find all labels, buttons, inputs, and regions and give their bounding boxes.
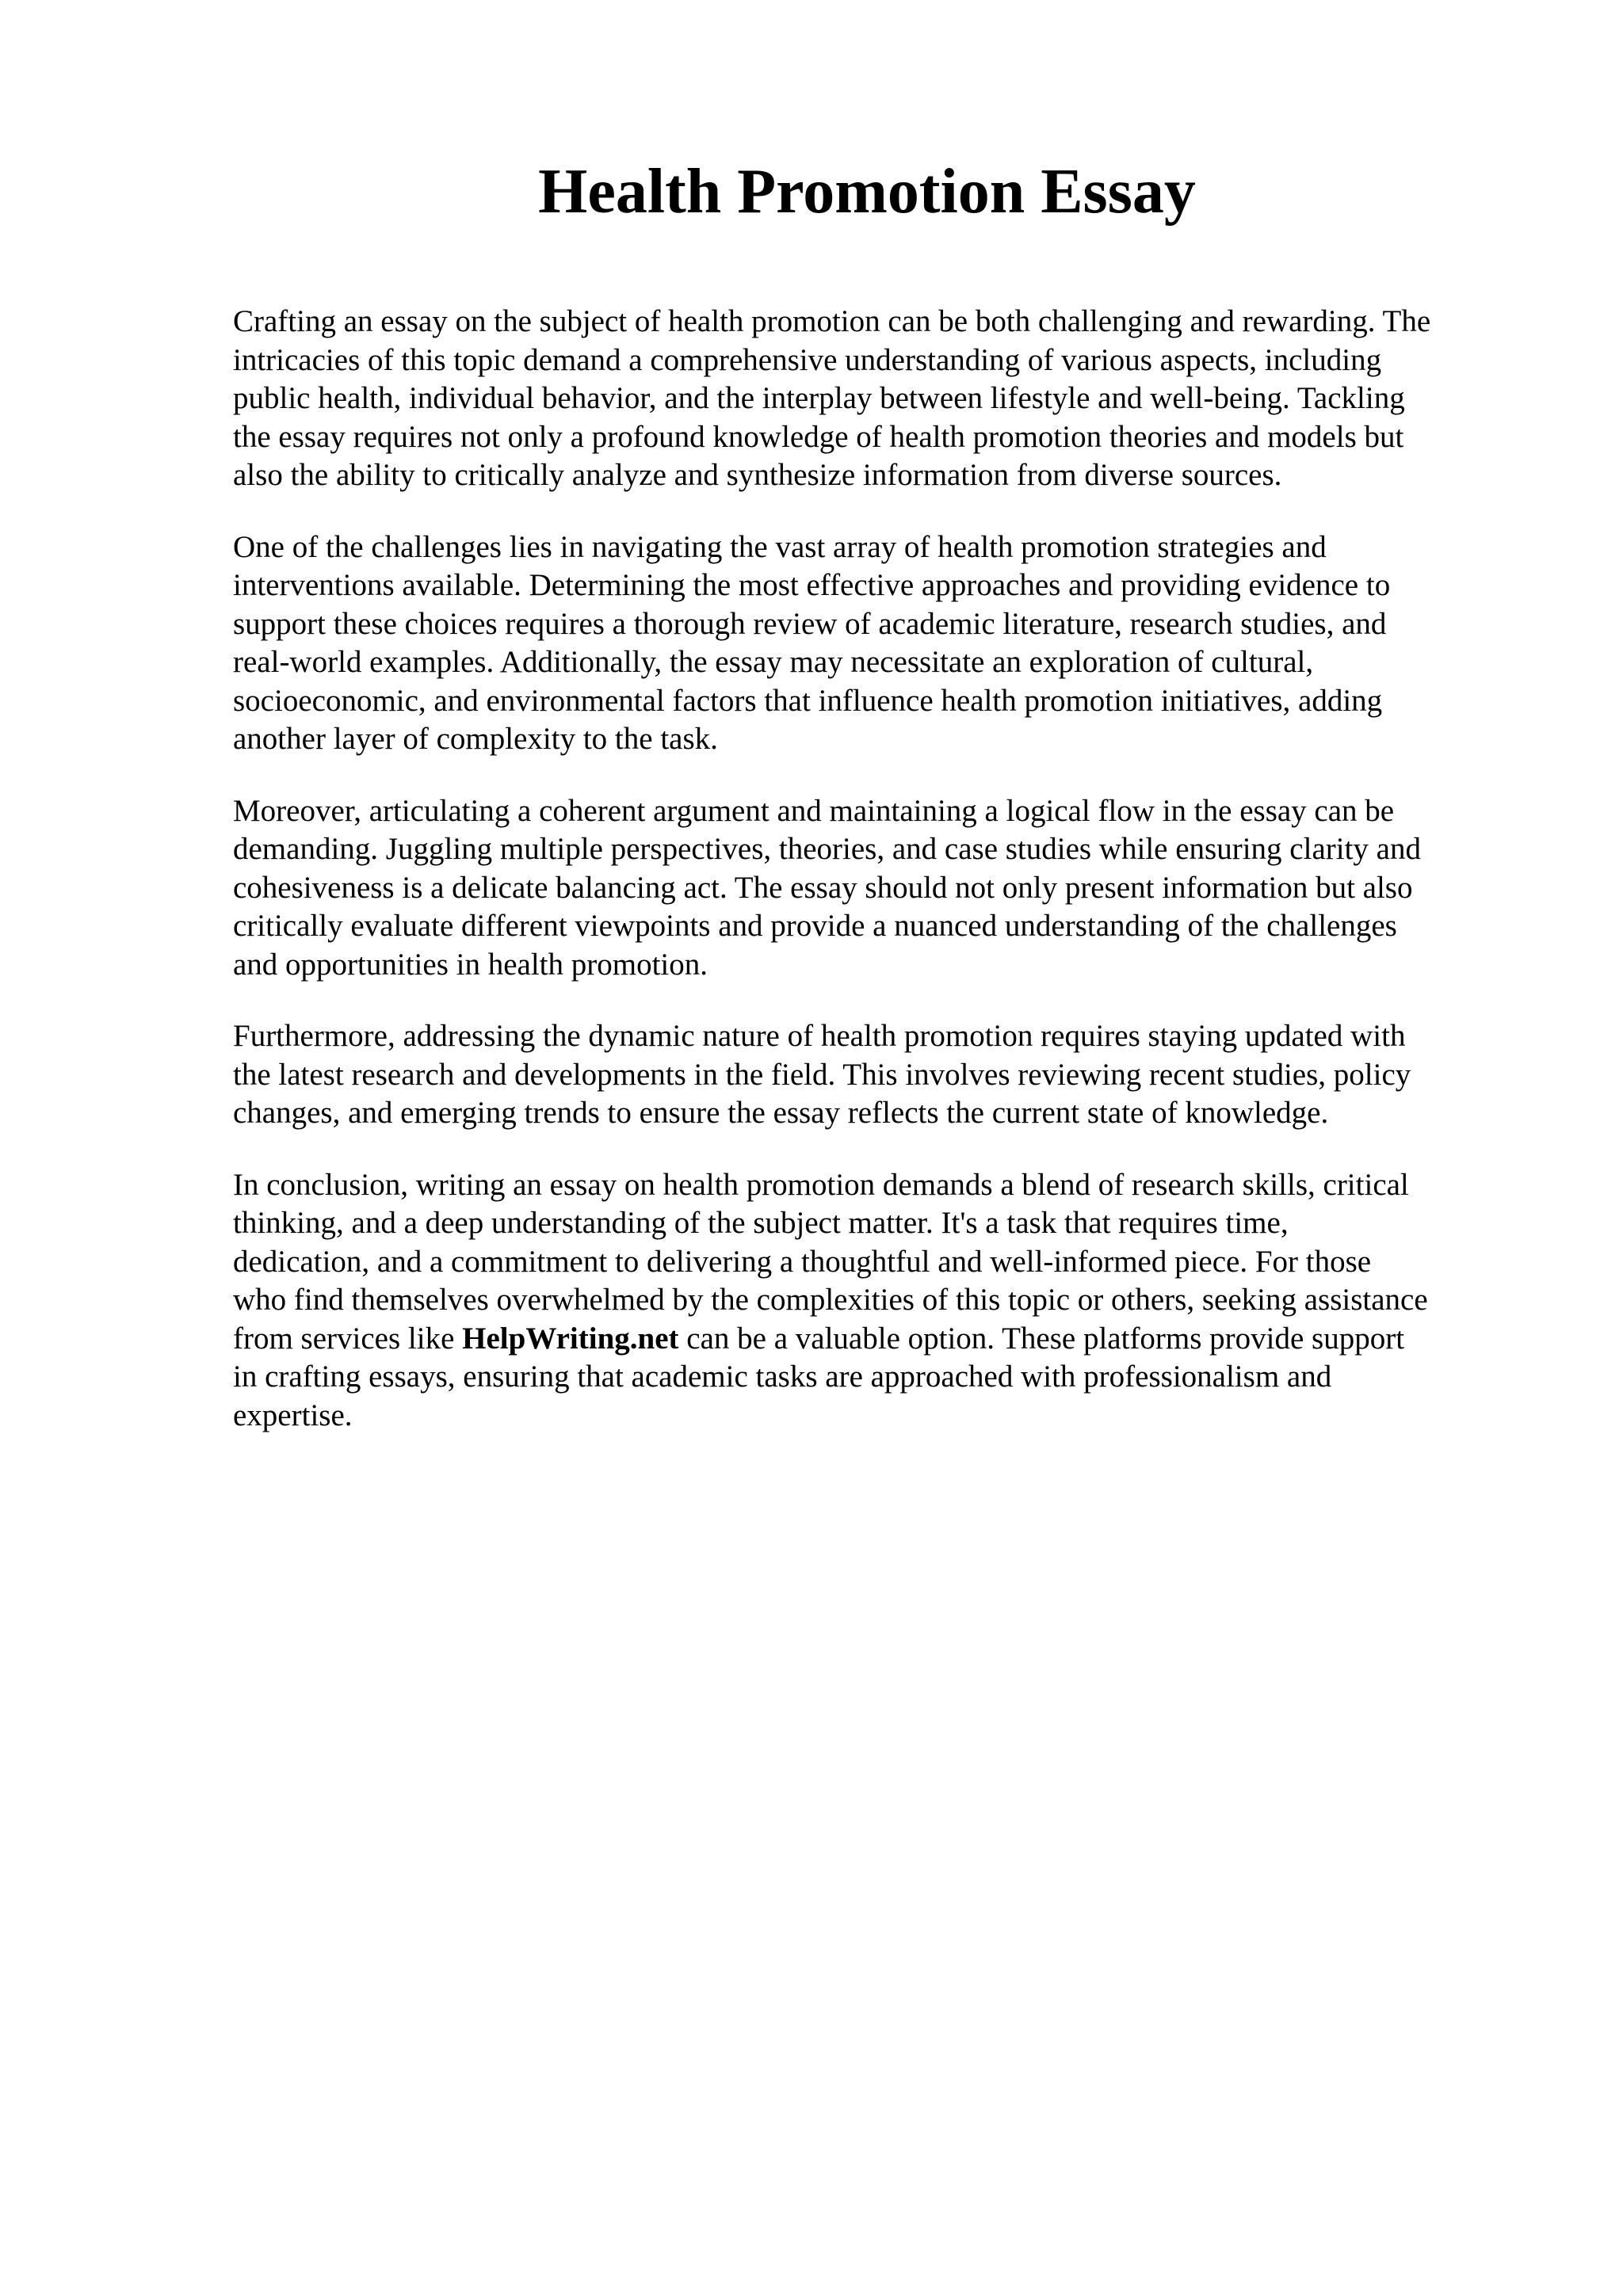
text-line: public health, individual behavior, and the interplay between lifestyle and well-being. Tackling <box>233 381 1405 415</box>
text-line: Furthermore, addressing the dynamic nature of health promotion requires staying updated with <box>233 1019 1406 1053</box>
text-line: dedication, and a commitment to delivering a thoughtful and well-informed piece. For those <box>233 1244 1372 1279</box>
paragraph-3 <box>233 792 1533 985</box>
text-line: socioeconomic, and environmental factors that influence health promotion initiatives, adding <box>233 683 1383 718</box>
brand-name: HelpWriting.net <box>462 1321 679 1356</box>
paragraph-5 <box>233 1166 1533 1436</box>
text-line: critically evaluate different viewpoints and provide a nuanced understanding of the challenges <box>233 909 1397 943</box>
text-line: cohesiveness is a delicate balancing act. The essay should not only present information but also <box>233 870 1413 905</box>
text-line: thinking, and a deep understanding of the subject matter. It's a task that requires time, <box>233 1206 1289 1240</box>
text-line: interventions available. Determining the most effective approaches and providing evidence to <box>233 568 1391 602</box>
text-line: expertise. <box>233 1398 353 1432</box>
text-segment: from services like <box>233 1321 463 1356</box>
text-line: In conclusion, writing an essay on health promotion demands a blend of research skills, critical <box>233 1167 1409 1202</box>
text-line: support these choices requires a thorough review of academic literature, research studies, and <box>233 606 1387 641</box>
text-line: Crafting an essay on the subject of health promotion can be both challenging and rewarding. The <box>233 304 1431 338</box>
text-line: real-world examples. Additionally, the essay may necessitate an exploration of cultural, <box>233 645 1314 679</box>
text-line: One of the challenges lies in navigating the vast array of health promotion strategies and <box>233 529 1327 564</box>
text-line: the latest research and developments in the field. This involves reviewing recent studies, policy <box>233 1057 1411 1092</box>
text-line: and opportunities in health promotion. <box>233 947 708 982</box>
paragraph-2 <box>233 528 1533 759</box>
text-line: who find themselves overwhelmed by the complexities of this topic or others, seeking assistance <box>233 1283 1428 1317</box>
title-container <box>0 152 1623 231</box>
paragraph-1 <box>233 303 1533 495</box>
text-line: intricacies of this topic demand a comprehensive understanding of various aspects, including <box>233 342 1382 377</box>
page-title: Health Promotion Essay <box>538 157 1196 227</box>
text-line: changes, and emerging trends to ensure the essay reflects the current state of knowledge. <box>233 1096 1329 1130</box>
text-line: demanding. Juggling multiple perspectives, theories, and case studies while ensuring clarity and <box>233 832 1421 866</box>
brand-text-line <box>233 1320 1533 1359</box>
text-line: the essay requires not only a profound knowledge of health promotion theories and models but <box>233 419 1404 454</box>
text-line: another layer of complexity to the task. <box>233 722 718 756</box>
paragraph-4 <box>233 1017 1533 1133</box>
text-line: Moreover, articulating a coherent argument and maintaining a logical flow in the essay can be <box>233 793 1395 828</box>
essay-body <box>233 303 1533 1468</box>
text-line: also the ability to critically analyze and synthesize information from diverse sources. <box>233 458 1282 492</box>
text-segment: can be a valuable option. These platforms provide support <box>678 1321 1405 1356</box>
text-line: in crafting essays, ensuring that academic tasks are approached with professionalism and <box>233 1360 1332 1394</box>
